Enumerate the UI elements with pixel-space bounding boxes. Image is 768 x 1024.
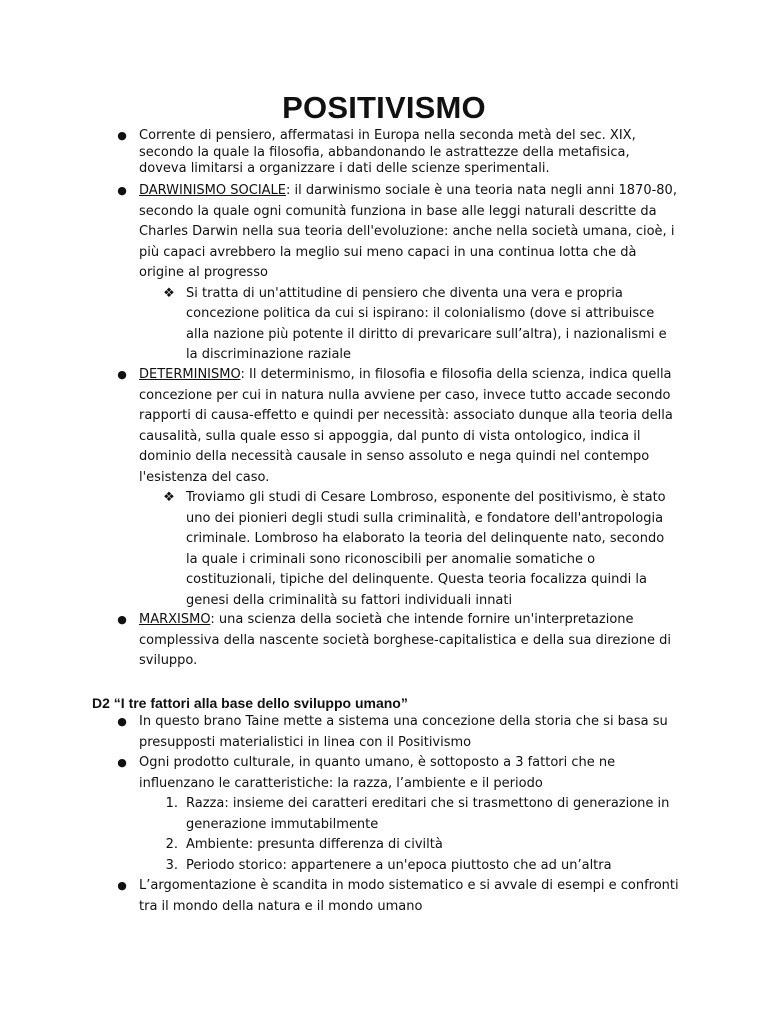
darwinismo-block	[0, 181, 768, 366]
factor-text: Ambiente: presunta differenza di civiltà	[186, 837, 443, 852]
determinismo-sub-text: Troviamo gli studi di Cesare Lombroso, esponente del positivismo, è stato uno dei pionieri degli studi sulla criminalità, e fondatore dell'antropologia criminale. Lombroso ha elaborato la teoria del delinquente nato, secondo la quale i criminali sono riconoscibili per anomalie somatiche o costituzionali, tipiche del delinquente. Questa teoria focalizza quindi la genesi della criminalità su fattori individuali innati	[186, 490, 666, 608]
bullet-icon: ●	[117, 879, 127, 892]
determinismo-text: : Il determinismo, in filosofia e filosofia della scienza, indica quella concezione per cui in natura nulla avviene per caso, invece tutto accade secondo rapporti di causa-effetto e quindi per necessità: associato dunque alla teoria della causalità, sulla quale esso si appoggia, dal punto di vista ontologico, indica il dominio della necessità causale in senso assoluto e nega quindi nel contempo l'esistenza del caso.	[139, 367, 673, 485]
factor-number: 1.	[165, 796, 178, 811]
list-item	[0, 712, 768, 753]
factor-number: 3.	[165, 857, 178, 873]
diamond-bullet-icon: ❖	[163, 490, 175, 505]
bullet-icon: ●	[117, 756, 127, 769]
list-item	[0, 753, 768, 794]
numbered-item	[0, 794, 768, 835]
determinismo-block	[0, 365, 768, 611]
bullet-icon: ●	[117, 129, 127, 142]
list-item	[0, 128, 768, 178]
list-item	[0, 365, 768, 488]
list-item	[0, 610, 768, 672]
intro-text: Corrente di pensiero, affermatasi in Europa nella seconda metà del sec. XIX, secondo la quale la filosofia, abbandonando le astrattezze della metafisica, doveva limitarsi a organizzare i dati delle scienze sperimentali.	[139, 128, 636, 176]
factor-number: 2.	[165, 837, 178, 852]
sub-list-item	[0, 488, 768, 611]
bullet-icon: ●	[117, 184, 127, 197]
bullet-icon: ●	[117, 613, 127, 626]
page-title: POSITIVISMO	[282, 90, 486, 125]
numbered-item	[0, 835, 768, 856]
sub-list-item	[0, 284, 768, 366]
numbered-item	[0, 856, 768, 877]
section2-item2-text: Ogni prodotto culturale, in quanto umano, è sottoposto a 3 fattori che ne influenzano le caratteristiche: la razza, l’ambiente e il periodo	[139, 755, 616, 791]
section-heading: D2 “I tre fattori alla base dello sviluppo umano”	[92, 695, 408, 711]
term-determinismo: DETERMINISMO	[139, 367, 241, 382]
term-darwinismo: DARWINISMO SOCIALE	[139, 183, 287, 198]
section2-block	[0, 712, 768, 917]
list-item	[0, 876, 768, 917]
section2-item3-text: L’argomentazione è scandita in modo sistematico e si avvale di esempi e confronti tra il mondo della natura e il mondo umano	[139, 878, 679, 914]
marxismo-block	[0, 610, 768, 672]
diamond-bullet-icon: ❖	[163, 285, 175, 301]
list-item	[0, 181, 768, 284]
darwinismo-text: : il darwinismo sociale è una teoria nata negli anni 1870-80, secondo la quale ogni comunità funziona in base alle leggi naturali descritte da Charles Darwin nella sua teoria dell'evoluzione: anche nella società umana, cioè, i più capaci avrebbero la meglio sui meno capaci in una continua lotta che dà origine al progresso	[139, 183, 677, 280]
bullet-icon: ●	[117, 715, 127, 728]
factor-text: Razza: insieme dei caratteri ereditari che si trasmettono di generazione in generazione immutabilmente	[186, 796, 670, 832]
bullet-icon: ●	[117, 368, 127, 381]
darwinismo-sub-text: Si tratta di un'attitudine di pensiero che diventa una vera e propria concezione politica da cui si ispirano: il colonialismo (dove si attribuisce alla nazione più potente il diritto di prevaricare sull’altra), i nazionalismi e la discriminazione raziale	[186, 285, 667, 362]
section2-item1-text: In questo brano Taine mette a sistema una concezione della storia che si basa su presupposti materialistici in linea con il Positivismo	[139, 714, 668, 750]
marxismo-text: : una scienza della società che intende fornire un'interpretazione complessiva della nascente società borghese-capitalistica e della sua direzione di sviluppo.	[139, 612, 672, 668]
factor-text: Periodo storico: appartenere a un'epoca piuttosto che ad un’altra	[186, 857, 612, 873]
intro-block	[0, 128, 768, 178]
term-marxismo: MARXISMO	[139, 612, 211, 627]
